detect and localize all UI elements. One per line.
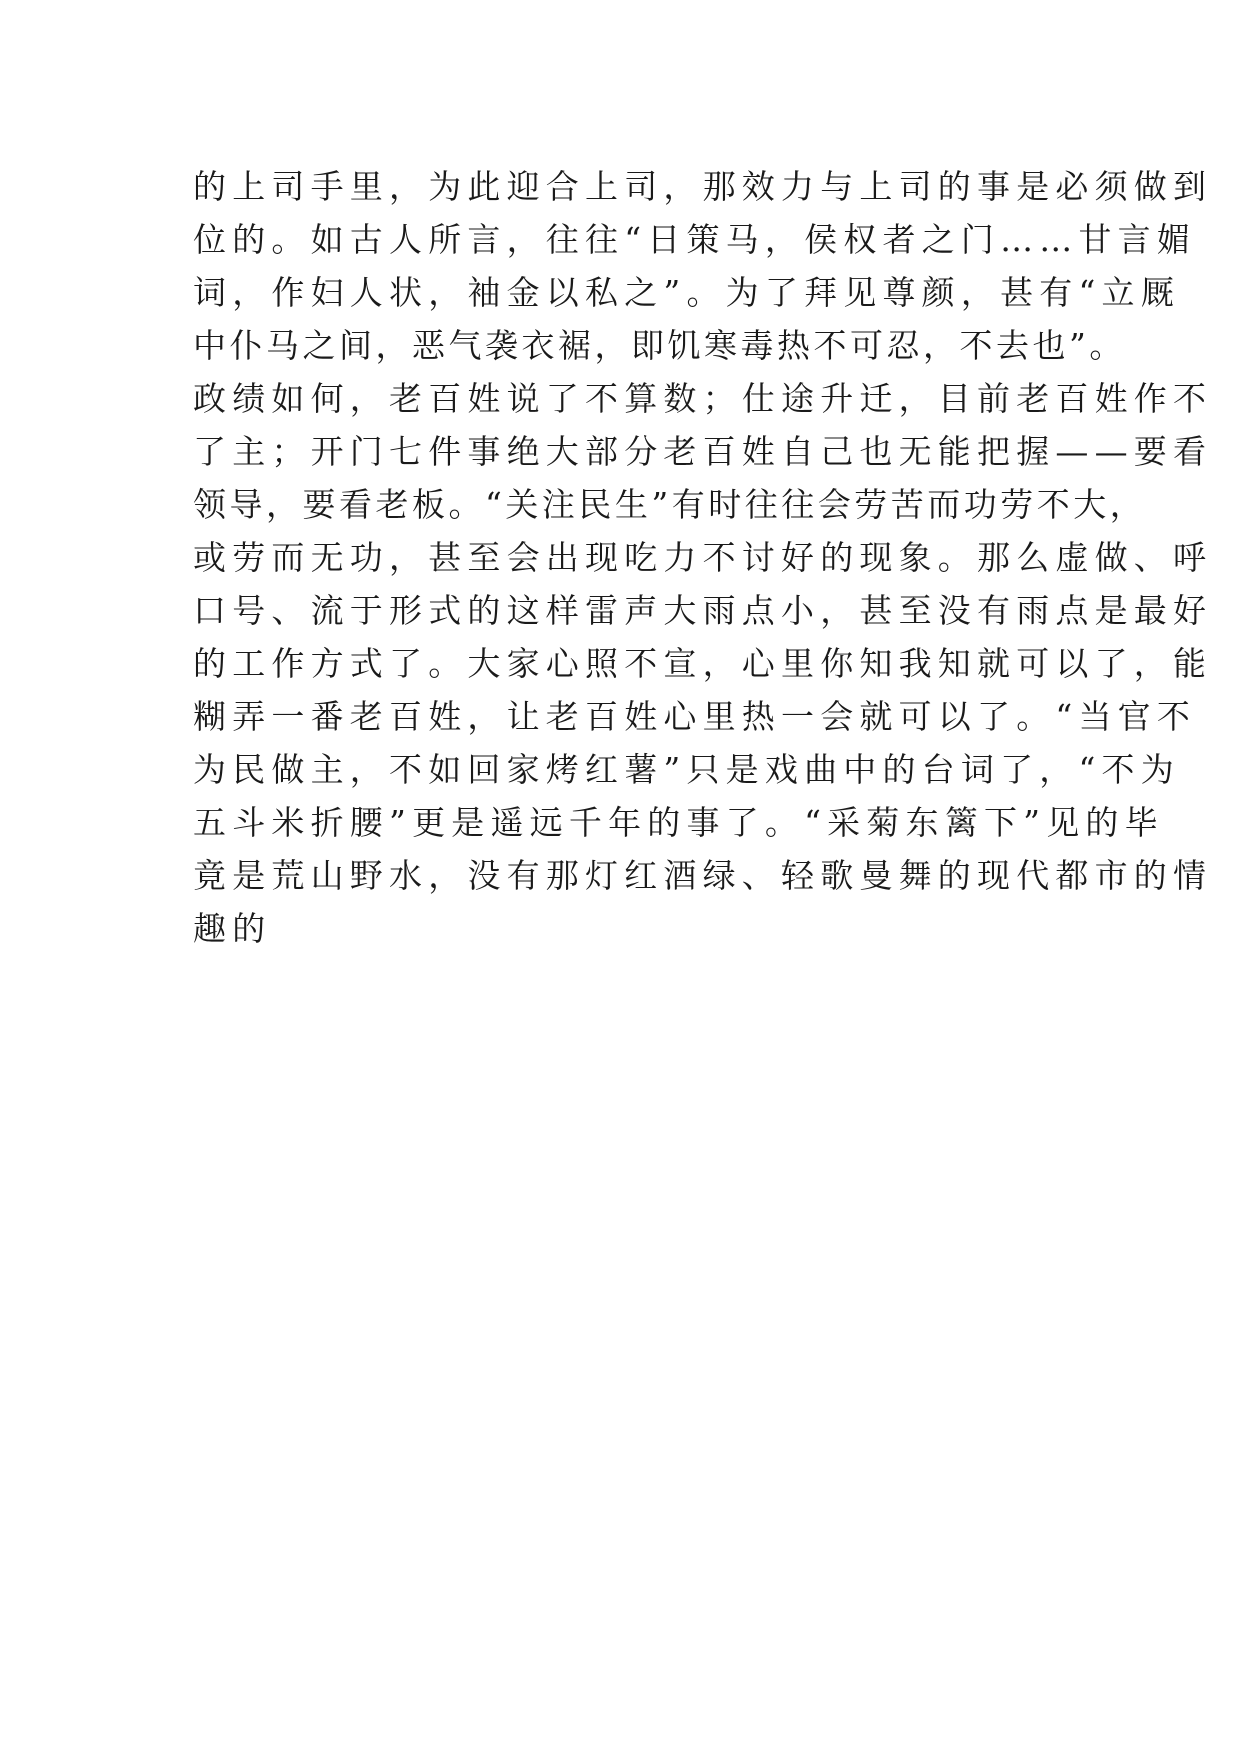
text-line: 趣的: [193, 909, 272, 948]
text-line: 为民做主，不如回家烤红薯”只是戏曲中的台词了，“不为: [193, 750, 1180, 789]
text-line: 竟是荒山野水，没有那灯红酒绿、轻歌曼舞的现代都市的情: [193, 856, 1213, 895]
text-line: 位的。如古人所言，往往“日策马，侯权者之门……甘言媚: [193, 220, 1197, 259]
text-line: 词，作妇人状，袖金以私之”。为了拜见尊颜，甚有“立厩: [193, 273, 1180, 312]
body-text: [193, 160, 1213, 955]
text-line: 的工作方式了。大家心照不宣，心里你知我知就可以了，能: [193, 644, 1213, 683]
text-line: 中仆马之间，恶气袭衣裾，即饥寒毒热不可忍，不去也”。: [193, 326, 1126, 365]
text-line: 了主；开门七件事绝大部分老百姓自己也无能把握——要看: [193, 432, 1213, 471]
text-line: 糊弄一番老百姓，让老百姓心里热一会就可以了。“当官不: [193, 697, 1197, 736]
text-line: 五斗米折腰”更是遥远千年的事了。“采菊东篱下”见的毕: [193, 803, 1164, 842]
text-line: 或劳而无功，甚至会出现吃力不讨好的现象。那么虚做、呼: [193, 538, 1213, 577]
text-line: 领导，要看老板。“关注民生”有时往往会劳苦而功劳不大，: [193, 485, 1147, 524]
text-line: 政绩如何，老百姓说了不算数；仕途升迁，目前老百姓作不: [193, 379, 1213, 418]
text-line: 的上司手里，为此迎合上司，那效力与上司的事是必须做到: [193, 167, 1213, 206]
text-line: 口号、流于形式的这样雷声大雨点小，甚至没有雨点是最好: [193, 591, 1213, 630]
